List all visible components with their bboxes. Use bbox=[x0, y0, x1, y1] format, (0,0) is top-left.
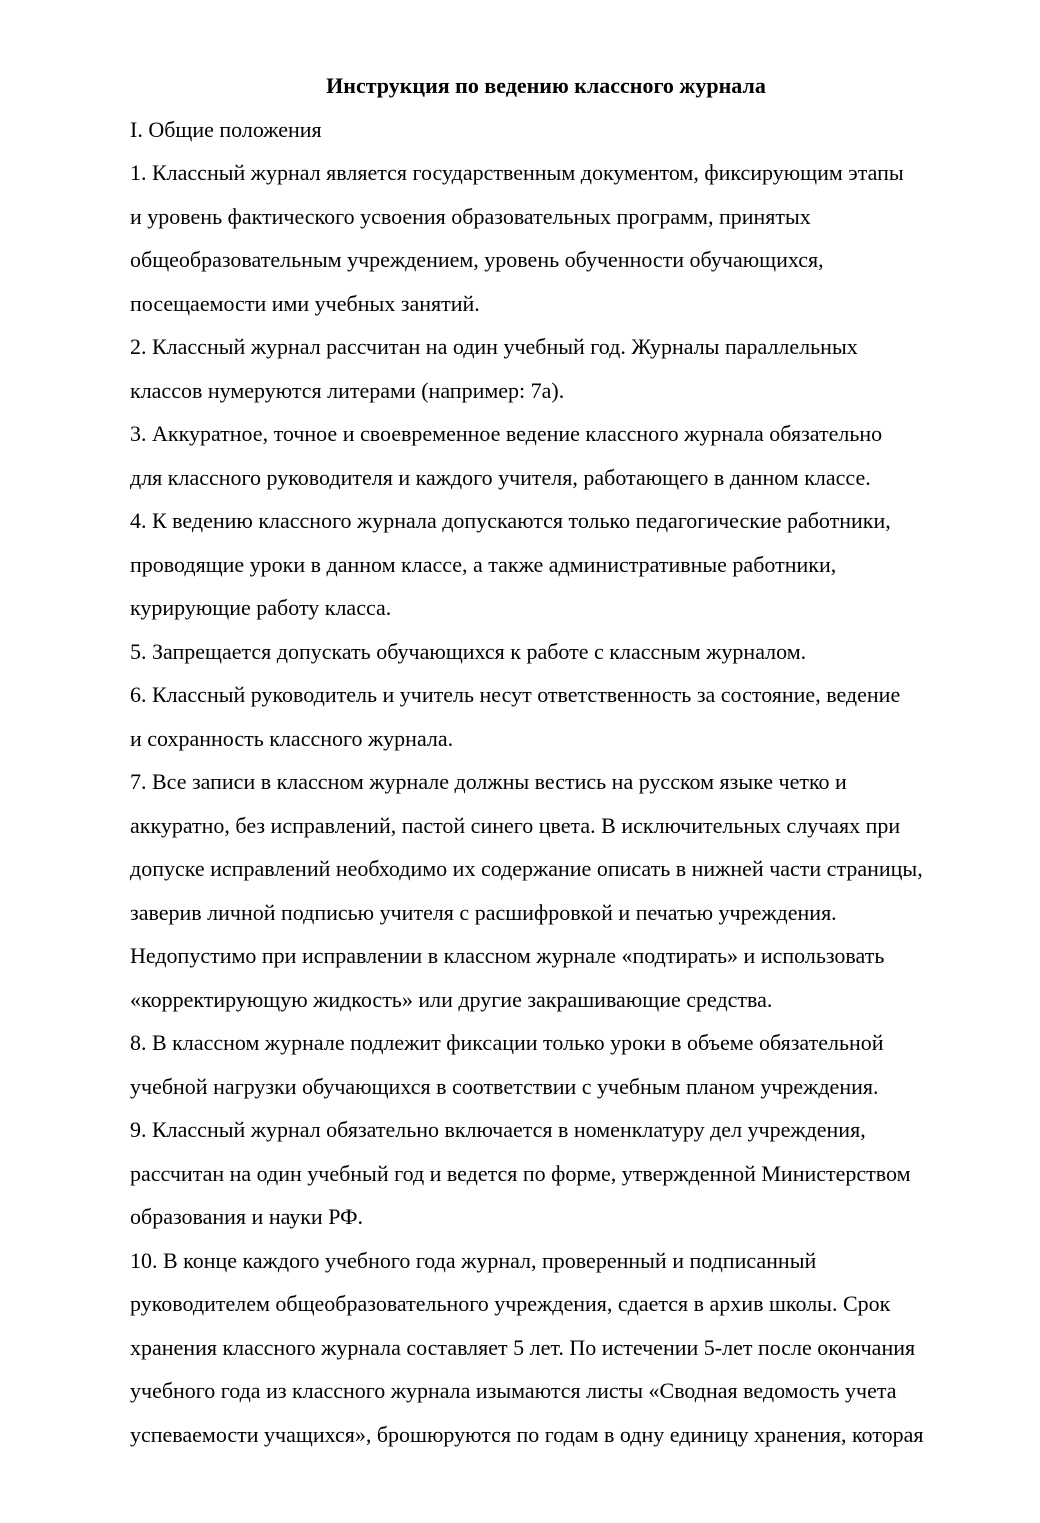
paragraph-line: общеобразовательным учреждением, уровень обученности обучающихся, bbox=[130, 247, 824, 272]
paragraph-line: Недопустимо при исправлении в классном журнале «подтирать» и использовать bbox=[130, 943, 885, 968]
paragraph-line: учебной нагрузки обучающихся в соответствии с учебным планом учреждения. bbox=[130, 1073, 879, 1099]
paragraph-line: классов нумеруются литерами (например: 7а). bbox=[130, 377, 565, 403]
paragraph-line: посещаемости ими учебных занятий. bbox=[130, 290, 480, 316]
document-title: Инструкция по ведению классного журнала bbox=[326, 73, 766, 98]
paragraph-line: 2. Классный журнал рассчитан на один учебный год. Журналы параллельных bbox=[130, 334, 858, 359]
paragraph-line: аккуратно, без исправлений, пастой синего цвета. В исключительных случаях при bbox=[130, 812, 901, 838]
paragraph-line: заверив личной подписью учителя с расшифровкой и печатью учреждения. bbox=[130, 899, 837, 925]
paragraph-line: для классного руководителя и каждого учителя, работающего в данном классе. bbox=[130, 464, 871, 490]
section-heading: I. Общие положения bbox=[130, 116, 322, 142]
paragraph-line: 8. В классном журнале подлежит фиксации только уроки в объеме обязательной bbox=[130, 1030, 884, 1055]
paragraph-line: руководителем общеобразовательного учреждения, сдается в архив школы. Срок bbox=[130, 1291, 891, 1316]
paragraph-line: «корректирующую жидкость» или другие закрашивающие средства. bbox=[130, 986, 773, 1012]
paragraph-line: допуске исправлений необходимо их содержание описать в нижней части страницы, bbox=[130, 856, 923, 881]
paragraph-line: успеваемости учащихся», брошюруются по годам в одну единицу хранения, которая bbox=[130, 1421, 924, 1447]
paragraph-line: 4. К ведению классного журнала допускаются только педагогические работники, bbox=[130, 508, 891, 533]
paragraph-line: образования и науки РФ. bbox=[130, 1204, 363, 1229]
paragraph-line: 7. Все записи в классном журнале должны вестись на русском языке четко и bbox=[130, 769, 847, 794]
paragraph-line: 1. Классный журнал является государственным документом, фиксирующим этапы bbox=[130, 160, 904, 185]
paragraph-line: и уровень фактического усвоения образовательных программ, принятых bbox=[130, 203, 811, 229]
paragraph-line: 10. В конце каждого учебного года журнал, проверенный и подписанный bbox=[130, 1247, 817, 1273]
paragraph-line: 5. Запрещается допускать обучающихся к работе с классным журналом. bbox=[130, 638, 807, 664]
paragraph-line: 9. Классный журнал обязательно включается в номенклатуру дел учреждения, bbox=[130, 1117, 866, 1142]
paragraph-line: проводящие уроки в данном классе, а также административные работники, bbox=[130, 551, 837, 577]
paragraph-line: хранения классного журнала составляет 5 лет. По истечении 5-лет после окончания bbox=[130, 1334, 916, 1360]
paragraph-line: рассчитан на один учебный год и ведется по форме, утвержденной Министерством bbox=[130, 1160, 911, 1186]
paragraph-line: курирующие работу класса. bbox=[130, 595, 392, 620]
paragraph-line: учебного года из классного журнала изымаются листы «Сводная ведомость учета bbox=[130, 1378, 897, 1403]
paragraph-line: 6. Классный руководитель и учитель несут ответственность за состояние, ведение bbox=[130, 682, 901, 707]
paragraph-line: 3. Аккуратное, точное и своевременное ведение классного журнала обязательно bbox=[130, 421, 883, 446]
document-body bbox=[130, 151, 962, 1456]
paragraph-line: и сохранность классного журнала. bbox=[130, 725, 454, 751]
